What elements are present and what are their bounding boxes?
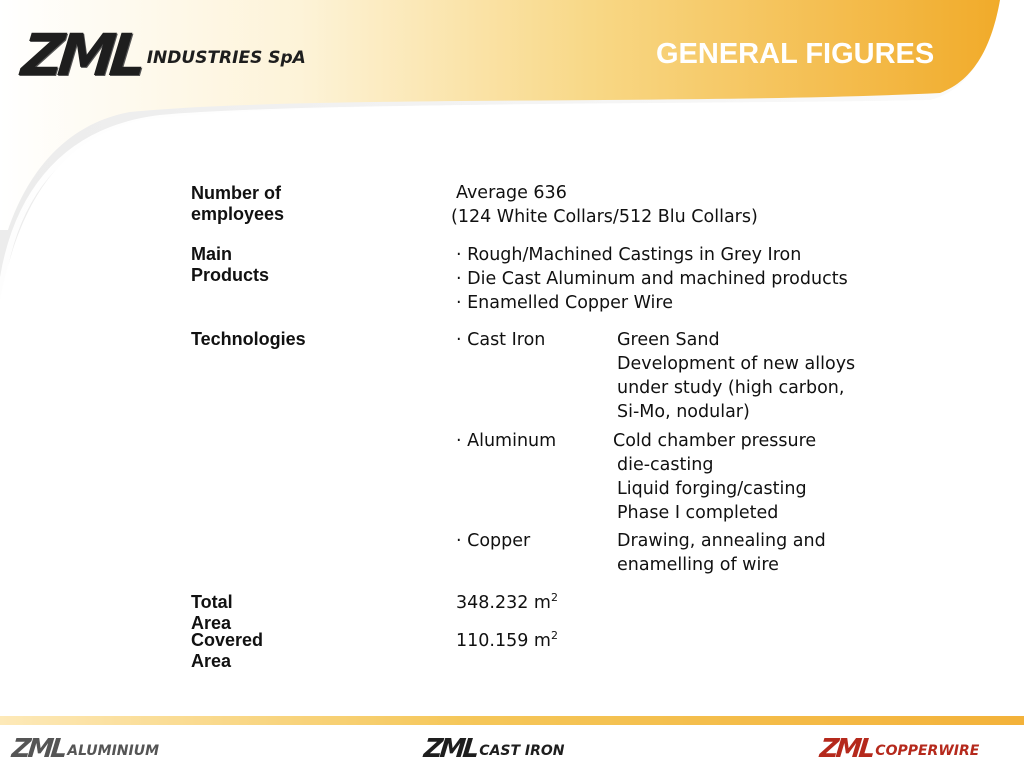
tech-cast-iron-line: Si-Mo, nodular) <box>617 402 750 422</box>
tech-cast-iron-line: Development of new alloys <box>617 354 856 374</box>
product-item: · Enamelled Copper Wire <box>456 293 673 313</box>
product-item: · Die Cast Aluminum and machined products <box>456 269 848 289</box>
technologies-label: Technologies <box>191 329 306 349</box>
logo-mark: ZML <box>18 21 145 89</box>
total-area-value: 348.232 $m^2$ <box>456 591 558 613</box>
employees-breakdown: (124 White Collars/512 Blu Collars) <box>451 207 758 227</box>
footer-logo-copperwire: ZML COPPERWIRE <box>818 734 980 764</box>
employees-label: Number of employees <box>191 183 285 224</box>
company-logo <box>18 21 306 89</box>
tech-copper-line: Drawing, annealing and <box>617 531 826 551</box>
tech-copper-name: · Copper <box>456 531 531 551</box>
tech-aluminum-line: Liquid forging/casting <box>617 479 807 499</box>
tech-cast-iron-line: under study (high carbon, <box>617 378 845 398</box>
employees-average: Average 636 <box>456 183 567 203</box>
covered-area-unit-exponent: 2 <box>550 629 558 642</box>
tech-aluminum-line: Cold chamber pressure <box>613 431 817 451</box>
product-item: · Rough/Machined Castings in Grey Iron <box>456 245 802 265</box>
footer-bar <box>0 716 1024 725</box>
products-label: Main Products <box>191 244 270 285</box>
total-area-unit-exponent: 2 <box>550 591 558 604</box>
total-area-label: Total Area <box>191 592 233 633</box>
covered-area-label: Covered Area <box>191 630 264 671</box>
covered-area-value: 110.159 $m^2$ <box>456 629 558 651</box>
page-title: GENERAL FIGURES <box>656 38 935 70</box>
tech-aluminum-name: · Aluminum <box>456 431 557 451</box>
tech-cast-iron-line: Green Sand <box>617 330 720 350</box>
tech-copper-line: enamelling of wire <box>617 555 779 575</box>
tech-aluminum-line: Phase I completed <box>617 503 779 523</box>
logo-company-name: INDUSTRIES SpA <box>146 48 306 68</box>
tech-aluminum-line: die-casting <box>617 455 714 475</box>
footer-logo-aluminium: ZML ALUMINIUM <box>10 734 160 764</box>
footer-logo-cast-iron: ZML CAST IRON <box>422 734 565 764</box>
tech-cast-iron-name: · Cast Iron <box>456 330 546 350</box>
